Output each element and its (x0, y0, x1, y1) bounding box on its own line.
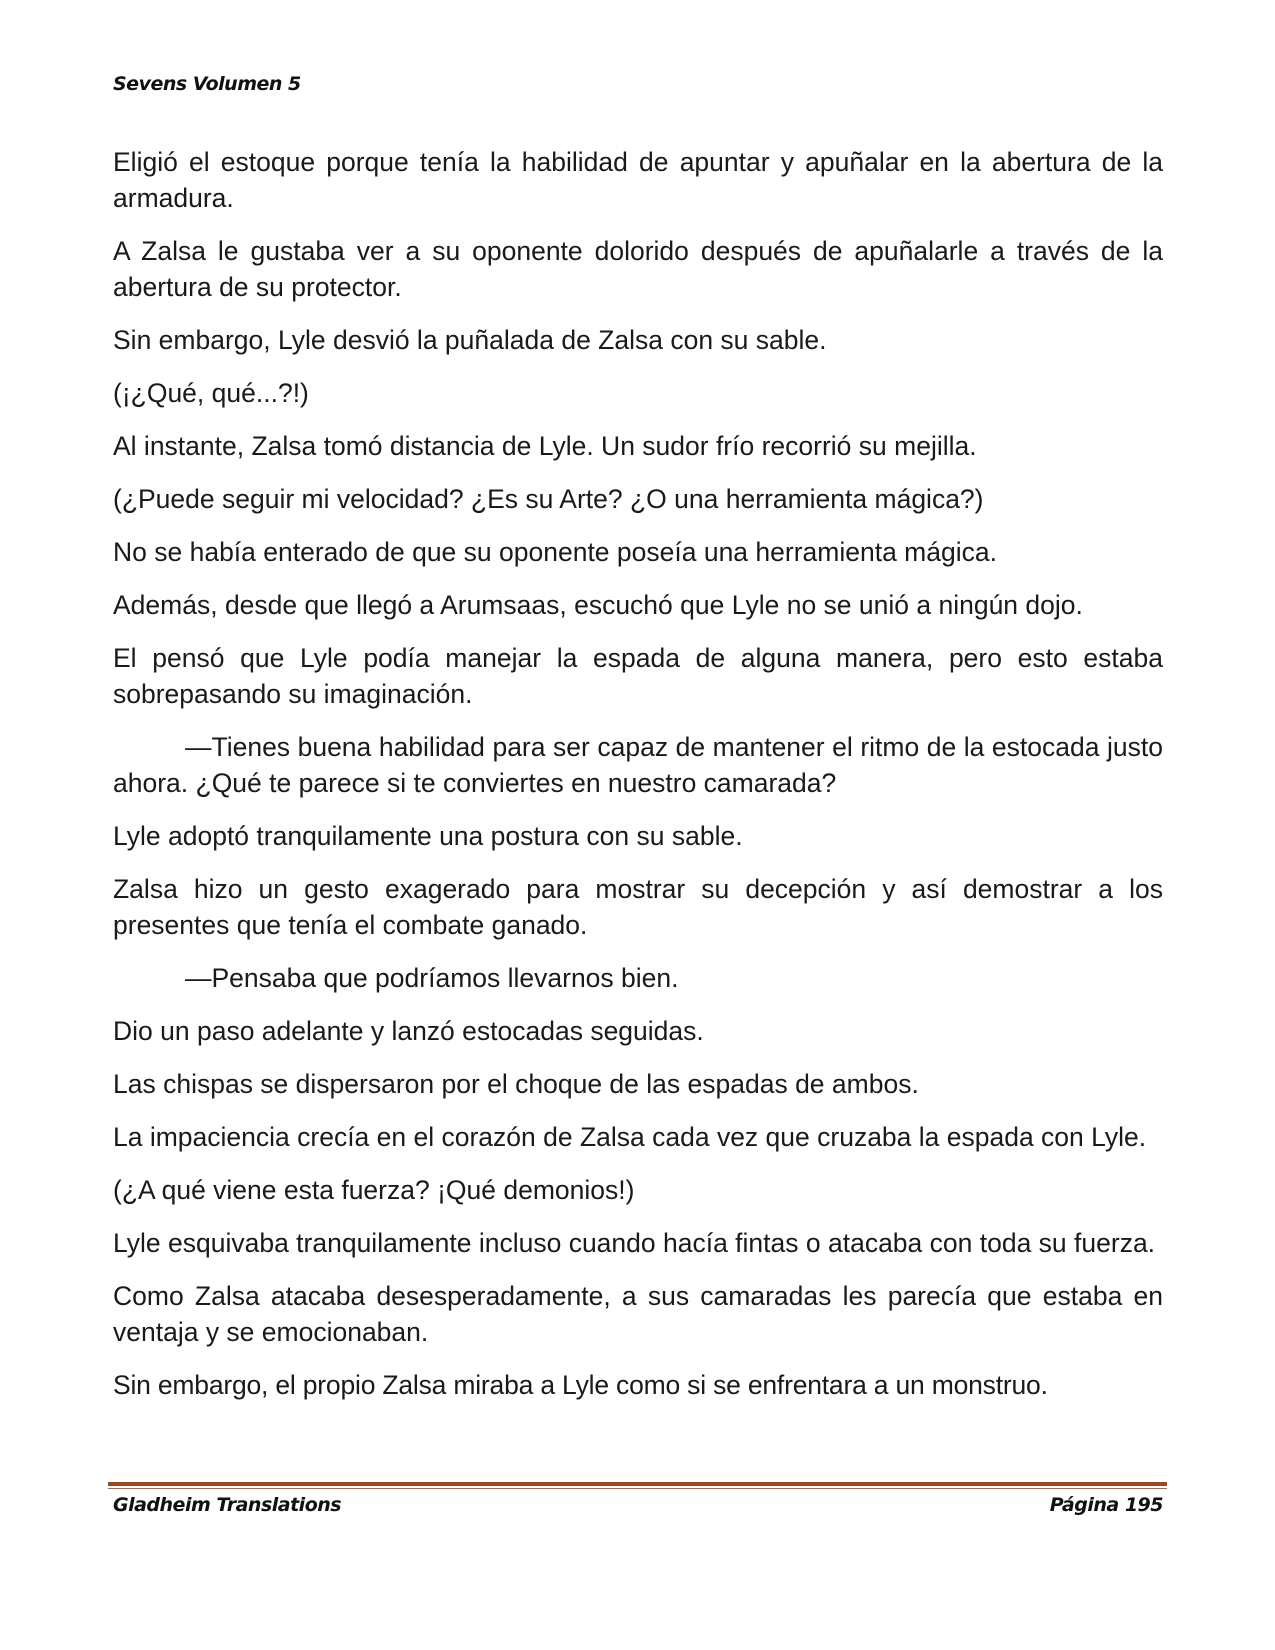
paragraph: Como Zalsa atacaba desesperadamente, a sus camaradas les parecía que estaba en ventaja y se emocionaban. (113, 1281, 1163, 1347)
paragraph: Además, desde que llegó a Arumsaas, escuchó que Lyle no se unió a ningún dojo. (113, 590, 1083, 620)
paragraph: No se había enterado de que su oponente poseía una herramienta mágica. (113, 537, 997, 567)
dialogue-paragraph: —Tienes buena habilidad para ser capaz de mantener el ritmo de la estocada justo ahora. ¿Qué te parece si te conviertes en nuestro camarada? (113, 732, 1163, 798)
paragraph: A Zalsa le gustaba ver a su oponente dolorido después de apuñalarle a través de la abertura de su protector. (113, 236, 1163, 302)
footer-page-number: Página 195 (1049, 1494, 1163, 1516)
page-footer (113, 1494, 1163, 1516)
paragraph: Las chispas se dispersaron por el choque de las espadas de ambos. (113, 1069, 919, 1099)
paragraph: Lyle esquivaba tranquilamente incluso cuando hacía fintas o atacaba con toda su fuerza. (113, 1228, 1156, 1258)
paragraph: Sin embargo, Lyle desvió la puñalada de Zalsa con su sable. (113, 325, 827, 355)
paragraph: El pensó que Lyle podía manejar la espada de alguna manera, pero esto estaba sobrepasando su imaginación. (113, 643, 1163, 709)
paragraph: (¡¿Qué, qué...?!) (113, 378, 309, 408)
paragraph: Zalsa hizo un gesto exagerado para mostrar su decepción y así demostrar a los presentes que tenía el combate ganado. (113, 874, 1163, 940)
paragraph: Eligió el estoque porque tenía la habilidad de apuntar y apuñalar en la abertura de la armadura. (113, 147, 1163, 213)
paragraph: Al instante, Zalsa tomó distancia de Lyle. Un sudor frío recorrió su mejilla. (113, 431, 977, 461)
dialogue-paragraph: —Pensaba que podríamos llevarnos bien. (185, 963, 679, 993)
footer-divider (108, 1482, 1167, 1489)
paragraph: (¿A qué viene esta fuerza? ¡Qué demonios!) (113, 1175, 635, 1205)
footer-divider-thin-line (108, 1488, 1167, 1489)
paragraph: Lyle adoptó tranquilamente una postura con su sable. (113, 821, 743, 851)
paragraph: Dio un paso adelante y lanzó estocadas seguidas. (113, 1016, 704, 1046)
footer-publisher: Gladheim Translations (113, 1494, 342, 1516)
paragraph: Sin embargo, el propio Zalsa miraba a Lyle como si se enfrentara a un monstruo. (113, 1370, 1048, 1400)
footer-divider-thick-line (108, 1482, 1167, 1486)
paragraph: (¿Puede seguir mi velocidad? ¿Es su Arte? ¿O una herramienta mágica?) (113, 484, 984, 514)
body-text (113, 144, 1163, 1403)
running-header-title: Sevens Volumen 5 (113, 73, 301, 95)
paragraph: La impaciencia crecía en el corazón de Zalsa cada vez que cruzaba la espada con Lyle. (113, 1122, 1147, 1152)
